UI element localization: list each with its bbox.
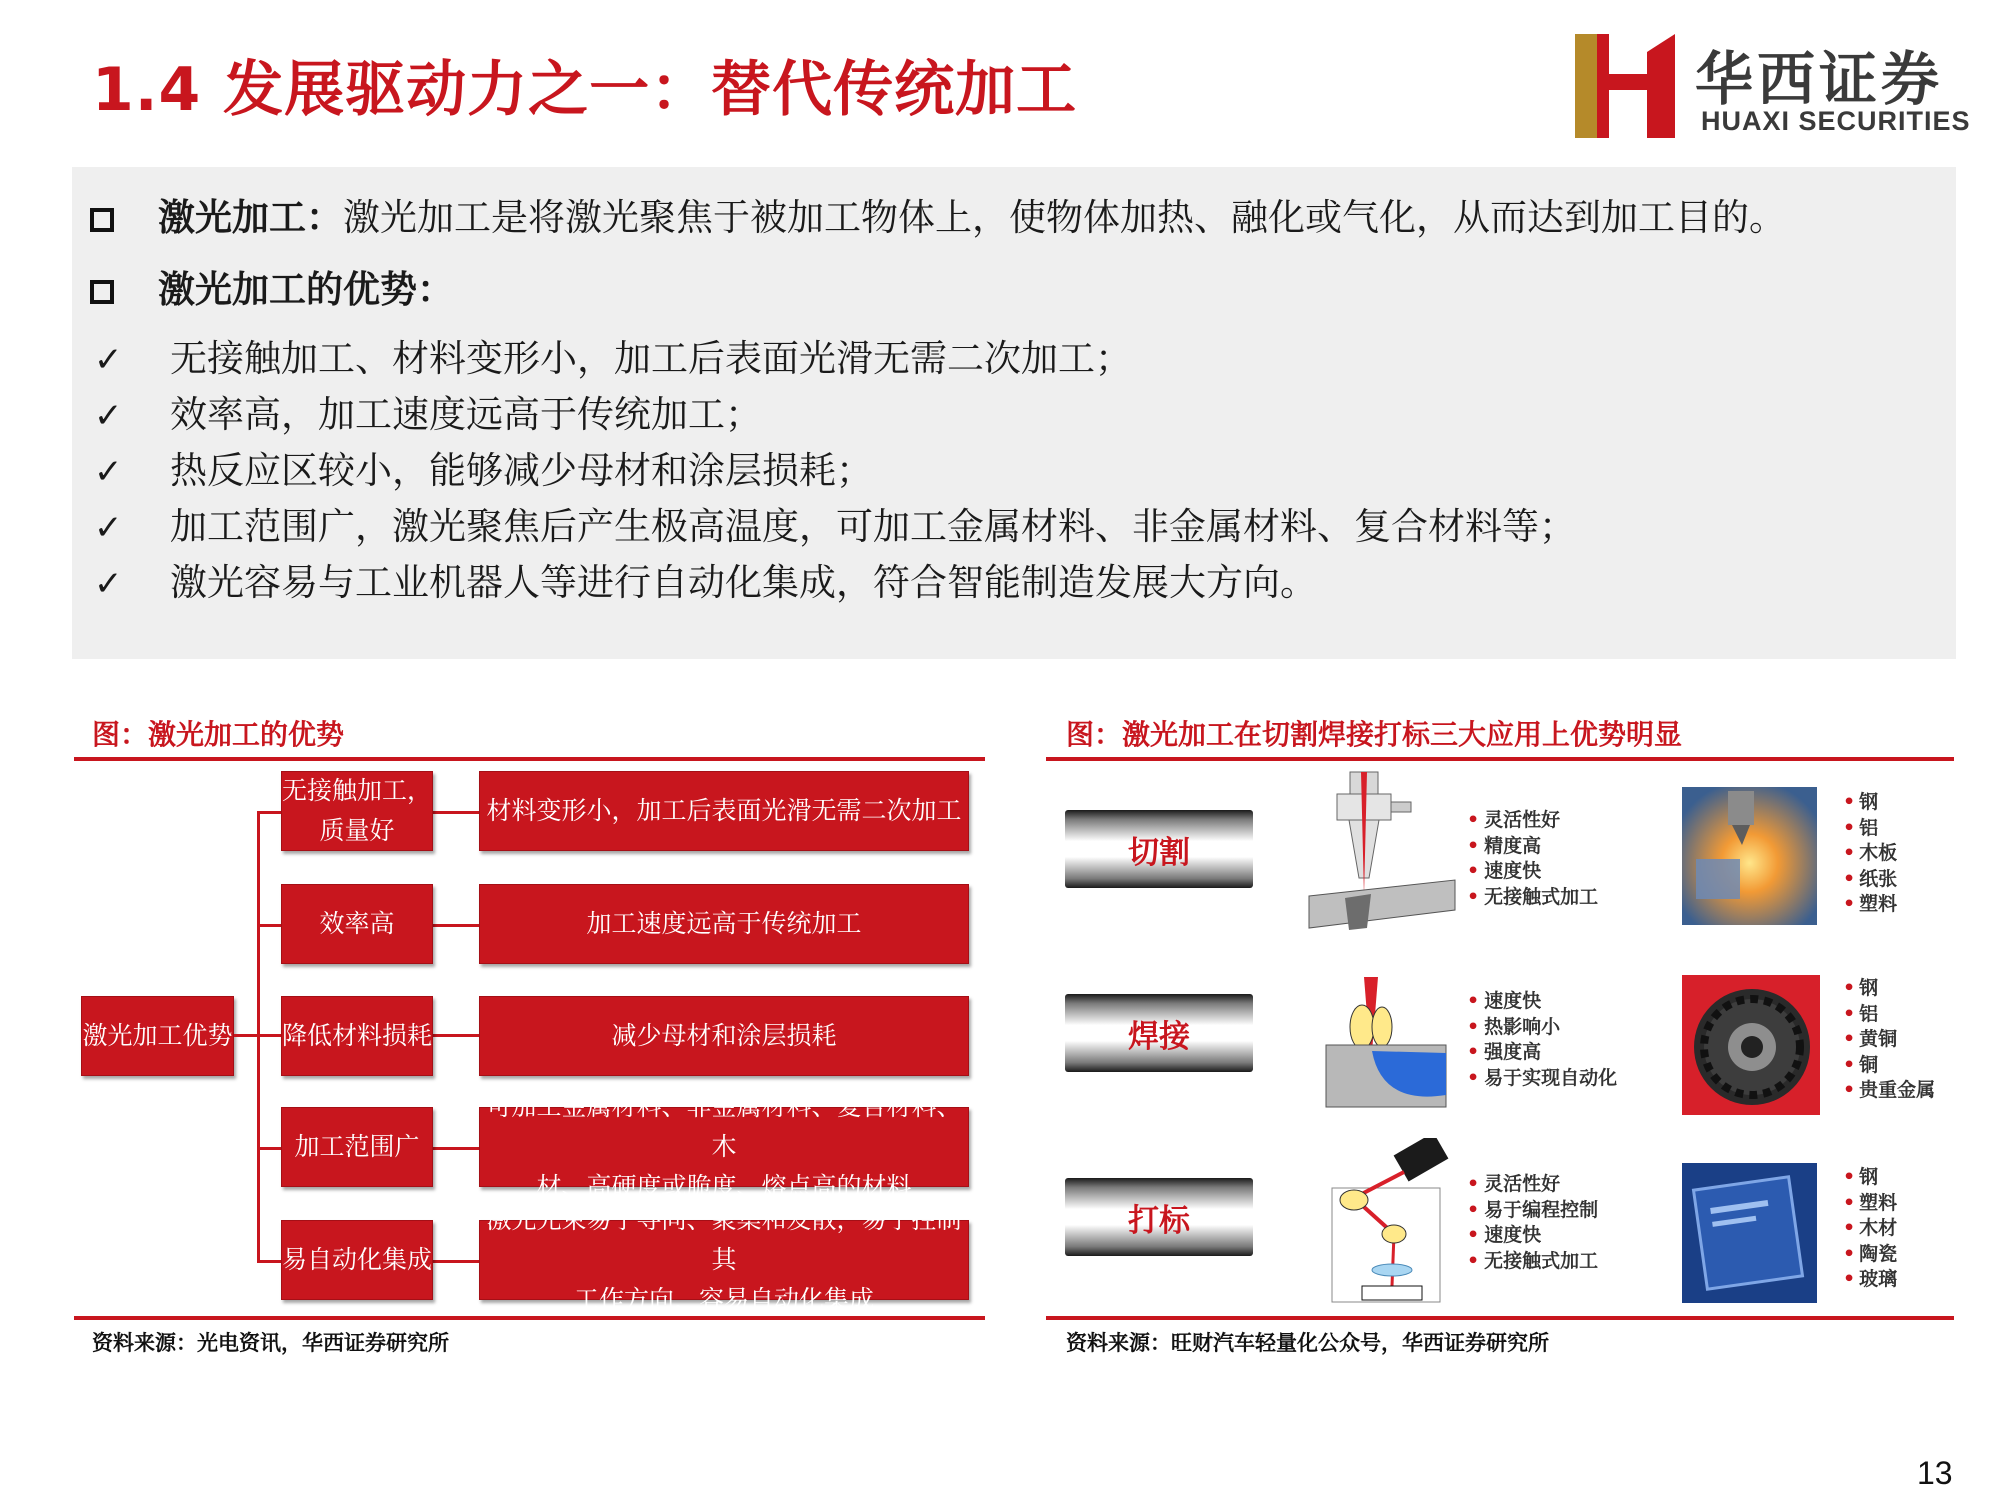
advantage-desc-box: 激光光束易于导向、聚集和发散，易于控制其 工作方向，容易自动化集成 [479, 1220, 969, 1300]
definition-label: 激光加工： [158, 196, 343, 239]
marked-chip-photo-icon [1682, 1163, 1817, 1303]
connector [257, 1260, 281, 1263]
app-label-welding: 焊接 [1065, 994, 1253, 1072]
connector [257, 1034, 281, 1037]
checkmark-icon: ✓ [94, 564, 123, 604]
connector [257, 924, 281, 927]
checkmark-icon: ✓ [94, 508, 123, 548]
connector [433, 811, 479, 814]
marking-materials: • 钢 • 塑料 • 木材 • 陶瓷 • 玻璃 [1843, 1165, 1897, 1293]
intro-definition [90, 187, 1786, 241]
root-box: 激光加工优势 [81, 996, 234, 1076]
page-title: 1.4 发展驱动力之一：替代传统加工 [92, 55, 1078, 125]
advantage-item: ✓ 热反应区较小，能够减少母材和涂层损耗； [94, 449, 873, 492]
connector [433, 1260, 479, 1263]
left-figure-title: 图：激光加工的优势 [92, 718, 345, 751]
connector [433, 1147, 479, 1150]
marking-features: • 灵活性好 • 易于编程控制 • 速度快 • 无接触式加工 [1467, 1172, 1598, 1274]
checkmark-icon: ✓ [94, 340, 123, 380]
cutting-materials: • 钢 • 铝 • 木板 • 纸张 • 塑料 [1843, 790, 1897, 918]
advantage-desc-box: 加工速度远高于传统加工 [479, 884, 969, 964]
left-figure-source: 资料来源：光电资讯，华西证券研究所 [92, 1331, 449, 1355]
advantage-name-box: 效率高 [281, 884, 433, 964]
welding-materials: • 钢 • 铝 • 黄铜 • 铜 • 贵重金属 [1843, 976, 1935, 1104]
advantages-label: 激光加工的优势： [158, 268, 454, 311]
laser-cutting-photo-icon [1682, 787, 1817, 925]
intro-advantages-heading [90, 259, 454, 313]
advantage-name-box: 易自动化集成 [281, 1220, 433, 1300]
square-bullet-icon [90, 280, 114, 304]
connector [257, 811, 281, 814]
advantage-desc-box: 材料变形小，加工后表面光滑无需二次加工 [479, 771, 969, 851]
checkmark-icon: ✓ [94, 452, 123, 492]
right-figure-top-rule [1046, 757, 1954, 761]
advantage-item: ✓ 激光容易与工业机器人等进行自动化集成，符合智能制造发展大方向。 [94, 561, 1317, 604]
page-number: 13 [1917, 1455, 1953, 1491]
connector [433, 1034, 479, 1037]
huaxi-logo-icon [1575, 34, 1675, 138]
laser-marking-icon [1322, 1138, 1457, 1308]
app-label-cutting: 切割 [1065, 810, 1253, 888]
app-label-marking: 打标 [1065, 1178, 1253, 1256]
right-figure-title: 图：激光加工在切割焊接打标三大应用上优势明显 [1066, 718, 1683, 751]
cutting-features: • 灵活性好 • 精度高 • 速度快 • 无接触式加工 [1467, 808, 1598, 910]
definition-text: 激光加工是将激光聚焦于被加工物体上，使物体加热、融化或气化，从而达到加工目的。 [343, 196, 1786, 239]
laser-welding-icon [1322, 975, 1452, 1110]
laser-cutting-head-icon [1305, 768, 1465, 953]
logo-chinese-name: 华西证券 [1695, 45, 1944, 113]
connector [257, 1147, 281, 1150]
advantage-item: ✓ 无接触加工、材料变形小，加工后表面光滑无需二次加工； [94, 337, 1132, 380]
connector [234, 1034, 258, 1037]
advantage-desc-box: 减少母材和涂层损耗 [479, 996, 969, 1076]
left-figure-bottom-rule [74, 1316, 985, 1320]
advantage-item: ✓ 加工范围广，激光聚焦后产生极高温度，可加工金属材料、非金属材料、复合材料等； [94, 505, 1576, 548]
left-figure-top-rule [74, 757, 985, 761]
logo-english-name: HUAXI SECURITIES [1701, 106, 1971, 136]
company-logo [1575, 32, 1975, 144]
right-figure-bottom-rule [1046, 1316, 1954, 1320]
welding-features: • 速度快 • 热影响小 • 强度高 • 易于实现自动化 [1467, 989, 1617, 1091]
square-bullet-icon [90, 208, 114, 232]
connector [257, 811, 260, 1263]
advantage-name-box: 降低材料损耗 [281, 996, 433, 1076]
welded-gear-photo-icon [1682, 975, 1820, 1115]
checkmark-icon: ✓ [94, 396, 123, 436]
advantage-name-box: 无接触加工， 质量好 [281, 771, 433, 851]
advantage-desc-box: 可加工金属材料、非金属材料、复合材料、木 材、高硬度或脆度、熔点高的材料 [479, 1107, 969, 1187]
right-figure-source: 资料来源：旺财汽车轻量化公众号，华西证券研究所 [1066, 1331, 1549, 1355]
connector [433, 924, 479, 927]
advantage-item: ✓ 效率高，加工速度远高于传统加工； [94, 393, 762, 436]
advantage-name-box: 加工范围广 [281, 1107, 433, 1187]
intro-panel [72, 167, 1956, 659]
